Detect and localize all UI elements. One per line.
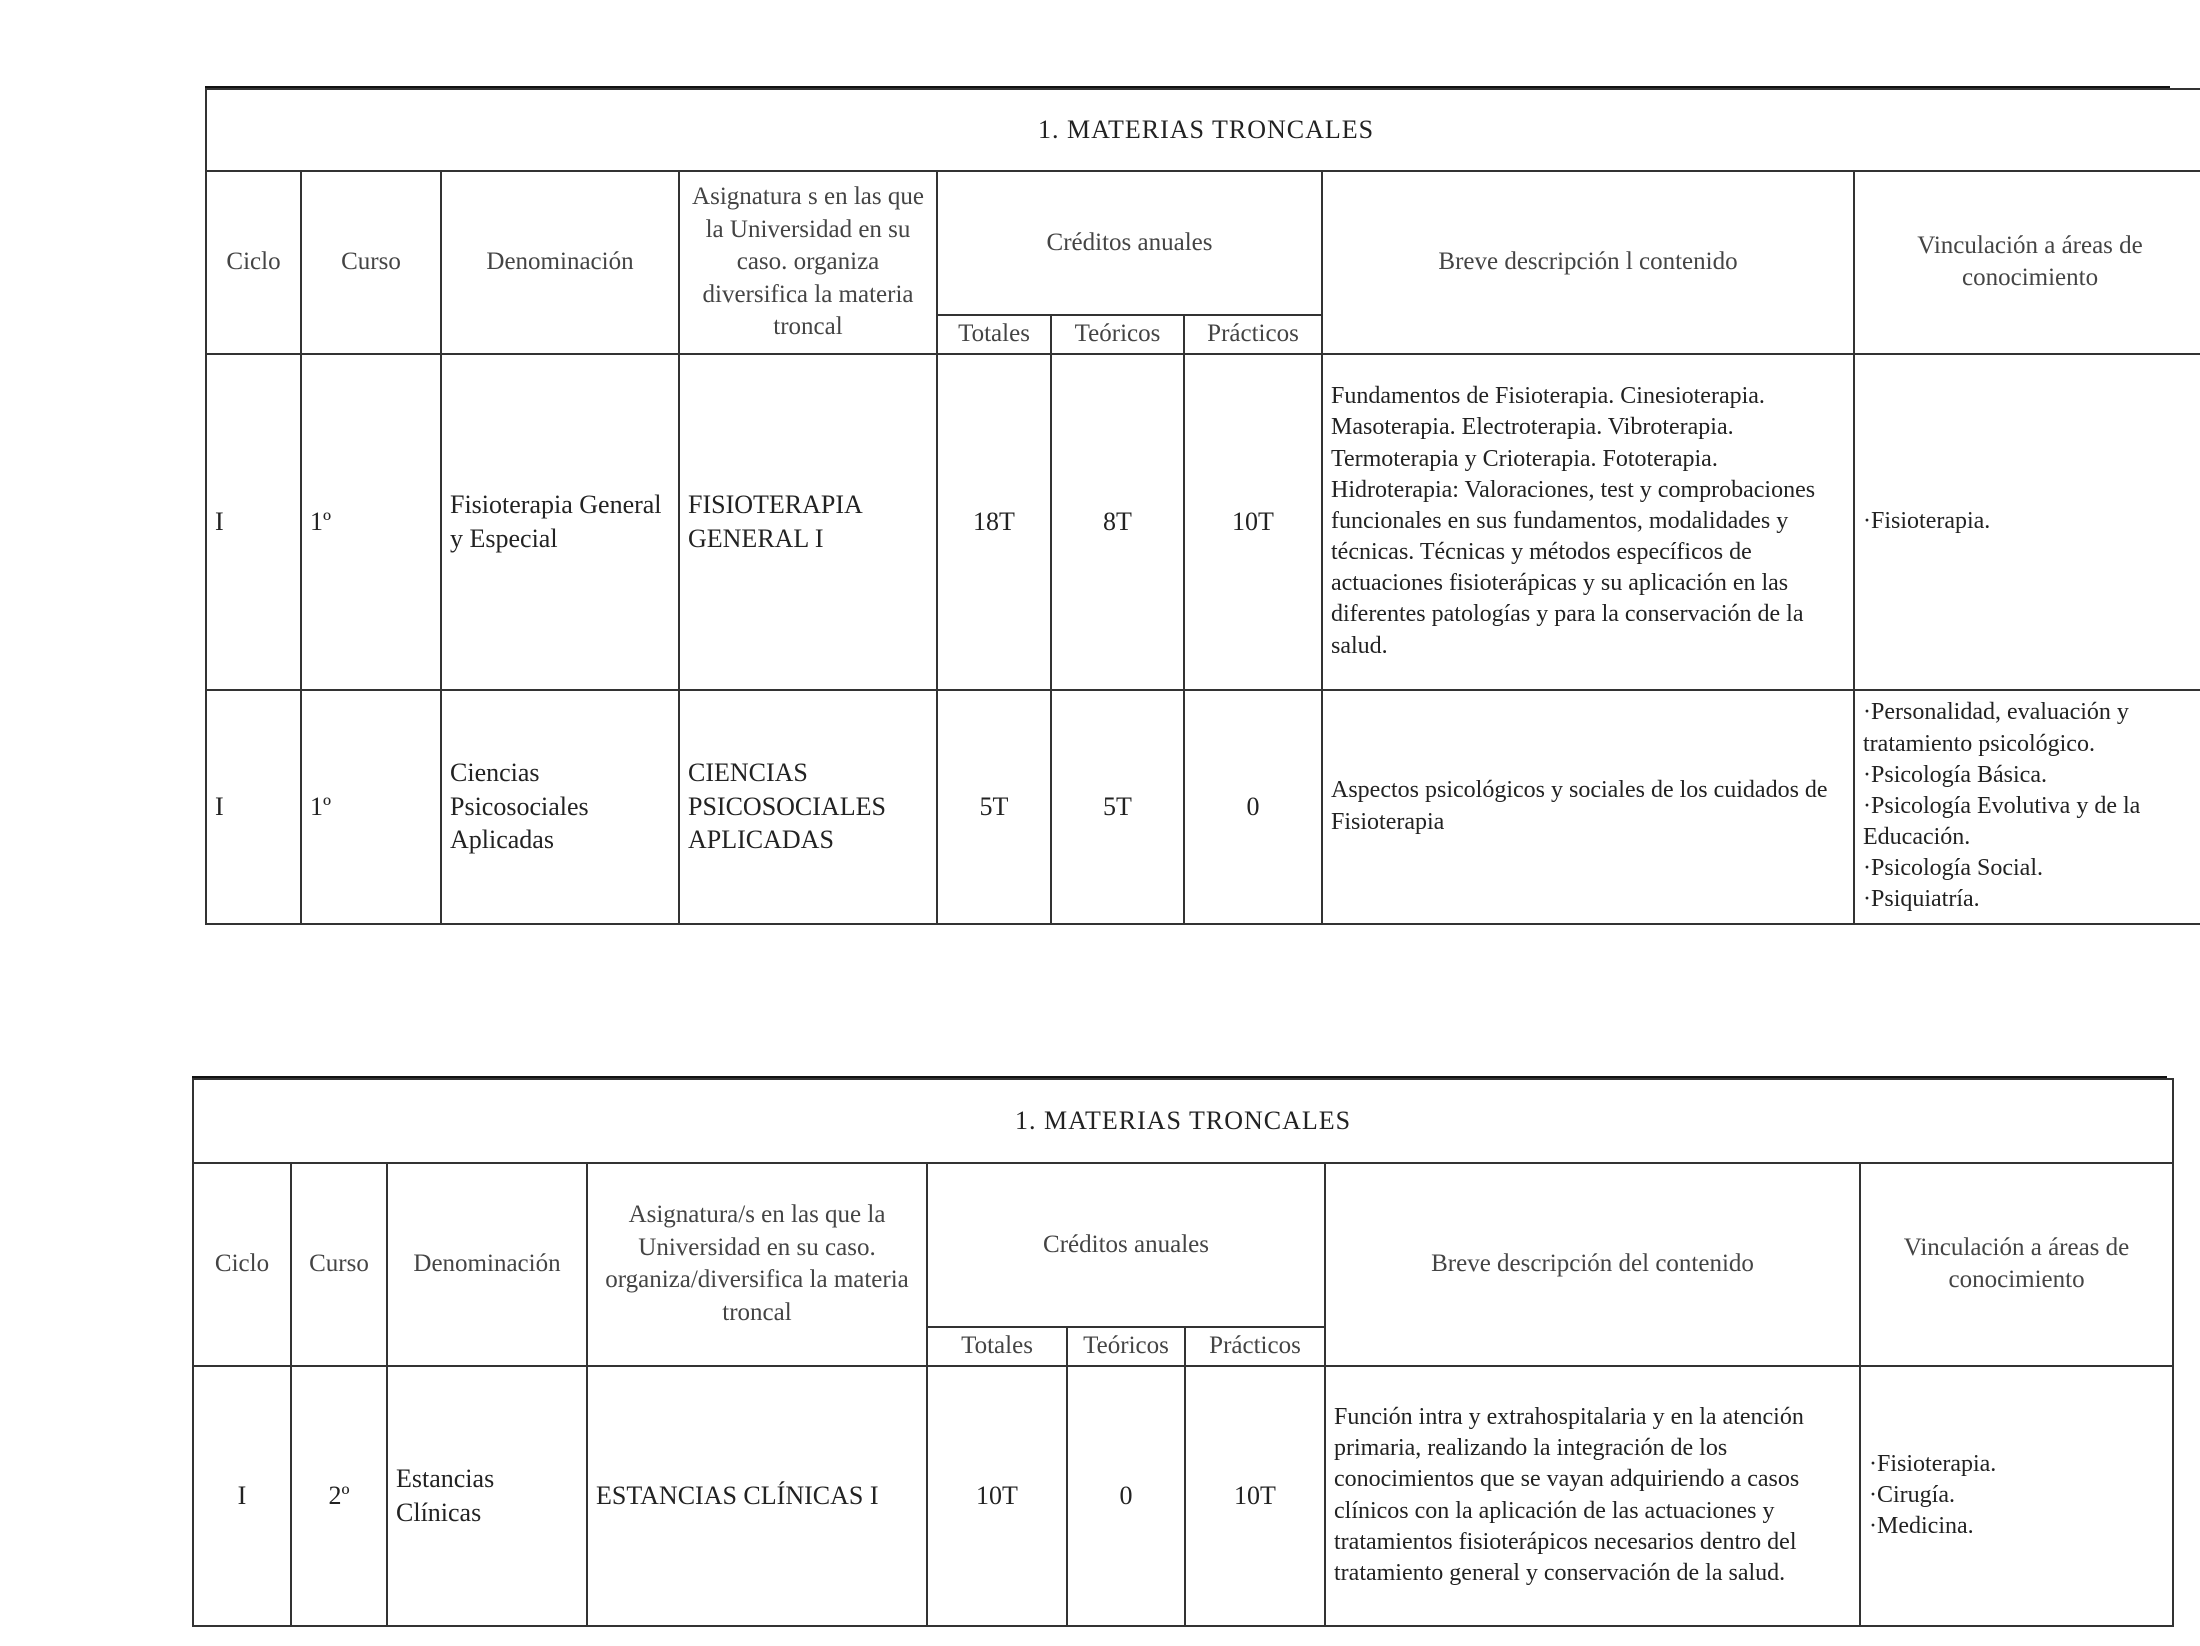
cell-curso: 1º xyxy=(301,354,441,690)
vinculacion-item: · Fisioterapia. xyxy=(1863,506,2197,537)
header-teoricos: Teóricos xyxy=(1067,1327,1185,1366)
table-row xyxy=(193,1366,2173,1626)
table-row xyxy=(206,690,2200,924)
cell-curso: 2º xyxy=(291,1366,387,1626)
vinculacion-item: · Psicología Básica. xyxy=(1863,760,2197,791)
vinculacion-item: · Psicología Social. xyxy=(1863,853,2197,884)
header-creditos: Créditos anuales xyxy=(927,1163,1325,1327)
cell-ciclo: I xyxy=(206,690,301,924)
materias-troncales-table-1 xyxy=(205,88,2200,925)
header-denominacion: Denominación xyxy=(441,171,679,354)
cell-teoricos: 8T xyxy=(1051,354,1184,690)
cell-practicos: 10T xyxy=(1184,354,1322,690)
vinculacion-item: · Fisioterapia. xyxy=(1869,1449,2164,1480)
header-practicos: Prácticos xyxy=(1184,315,1322,354)
cell-descripcion: Aspectos psicológicos y sociales de los cuidados de Fisioterapia xyxy=(1322,690,1854,924)
cell-totales: 10T xyxy=(927,1366,1067,1626)
cell-practicos: 10T xyxy=(1185,1366,1325,1626)
header-denominacion: Denominación xyxy=(387,1163,587,1366)
cell-asignatura: FISIOTERAPIA GENERAL I xyxy=(679,354,937,690)
header-practicos: Prácticos xyxy=(1185,1327,1325,1366)
header-teoricos: Teóricos xyxy=(1051,315,1184,354)
header-curso: Curso xyxy=(301,171,441,354)
header-descripcion: Breve descripción del contenido xyxy=(1325,1163,1860,1366)
cell-vinculacion xyxy=(1854,690,2200,924)
cell-denominacion: Ciencias Psicosociales Aplicadas xyxy=(441,690,679,924)
cell-vinculacion xyxy=(1860,1366,2173,1626)
vinculacion-item: · Cirugía. xyxy=(1869,1480,2164,1511)
table-title: 1. MATERIAS TRONCALES xyxy=(193,1079,2173,1163)
header-ciclo: Ciclo xyxy=(206,171,301,354)
header-totales: Totales xyxy=(937,315,1051,354)
header-curso: Curso xyxy=(291,1163,387,1366)
cell-practicos: 0 xyxy=(1184,690,1322,924)
cell-ciclo: I xyxy=(193,1366,291,1626)
cell-ciclo: I xyxy=(206,354,301,690)
header-descripcion: Breve descripción l contenido xyxy=(1322,171,1854,354)
vinculacion-item: · Personalidad, evaluación y tratamiento psicológico. xyxy=(1863,697,2197,759)
vinculacion-item: · Psicología Evolutiva y de la Educación. xyxy=(1863,791,2197,853)
cell-teoricos: 0 xyxy=(1067,1366,1185,1626)
header-asignaturas: Asignatura/s en las que la Universidad en su caso. organiza/diversifica la materia troncal xyxy=(587,1163,927,1366)
cell-teoricos: 5T xyxy=(1051,690,1184,924)
cell-vinculacion xyxy=(1854,354,2200,690)
table-title: 1. MATERIAS TRONCALES xyxy=(206,89,2200,171)
cell-denominacion: Fisioterapia General y Especial xyxy=(441,354,679,690)
cell-curso: 1º xyxy=(301,690,441,924)
table-row xyxy=(206,354,2200,690)
vinculacion-item: · Medicina. xyxy=(1869,1511,2164,1542)
cell-totales: 18T xyxy=(937,354,1051,690)
header-ciclo: Ciclo xyxy=(193,1163,291,1366)
header-vinculacion: Vinculación a áreas de conocimiento xyxy=(1854,171,2200,354)
header-asignaturas: Asignatura s en las que la Universidad en su caso. organiza diversifica la materia troncal xyxy=(679,171,937,354)
cell-totales: 5T xyxy=(937,690,1051,924)
materias-troncales-table-2 xyxy=(192,1078,2174,1627)
cell-descripcion: Fundamentos de Fisioterapia. Cinesioterapia. Masoterapia. Electroterapia. Vibroterapia. Termoterapia y Crioterapia. Fototerapia. Hidroterapia: Valoraciones, test y comprobaciones funcionales en sus fundamentos, modalidades y técnicas. Técnicas y métodos específicos de actuaciones fisioterápicas y su aplicación en las diferentes patologías y para la conservación de la salud. xyxy=(1322,354,1854,690)
cell-denominacion: Estancias Clínicas xyxy=(387,1366,587,1626)
cell-asignatura: CIENCIAS PSICOSOCIALES APLICADAS xyxy=(679,690,937,924)
header-creditos: Créditos anuales xyxy=(937,171,1322,315)
header-vinculacion: Vinculación a áreas de conocimiento xyxy=(1860,1163,2173,1366)
cell-descripcion: Función intra y extrahospitalaria y en la atención primaria, realizando la integración de los conocimientos que se vayan adquiriendo a casos clínicos con la aplicación de las actuaciones y tratamientos fisioterápicos necesarios dentro del tratamiento general y conservación de la salud. xyxy=(1325,1366,1860,1626)
cell-asignatura: ESTANCIAS CLÍNICAS I xyxy=(587,1366,927,1626)
vinculacion-item: · Psiquiatría. xyxy=(1863,884,2197,915)
header-totales: Totales xyxy=(927,1327,1067,1366)
